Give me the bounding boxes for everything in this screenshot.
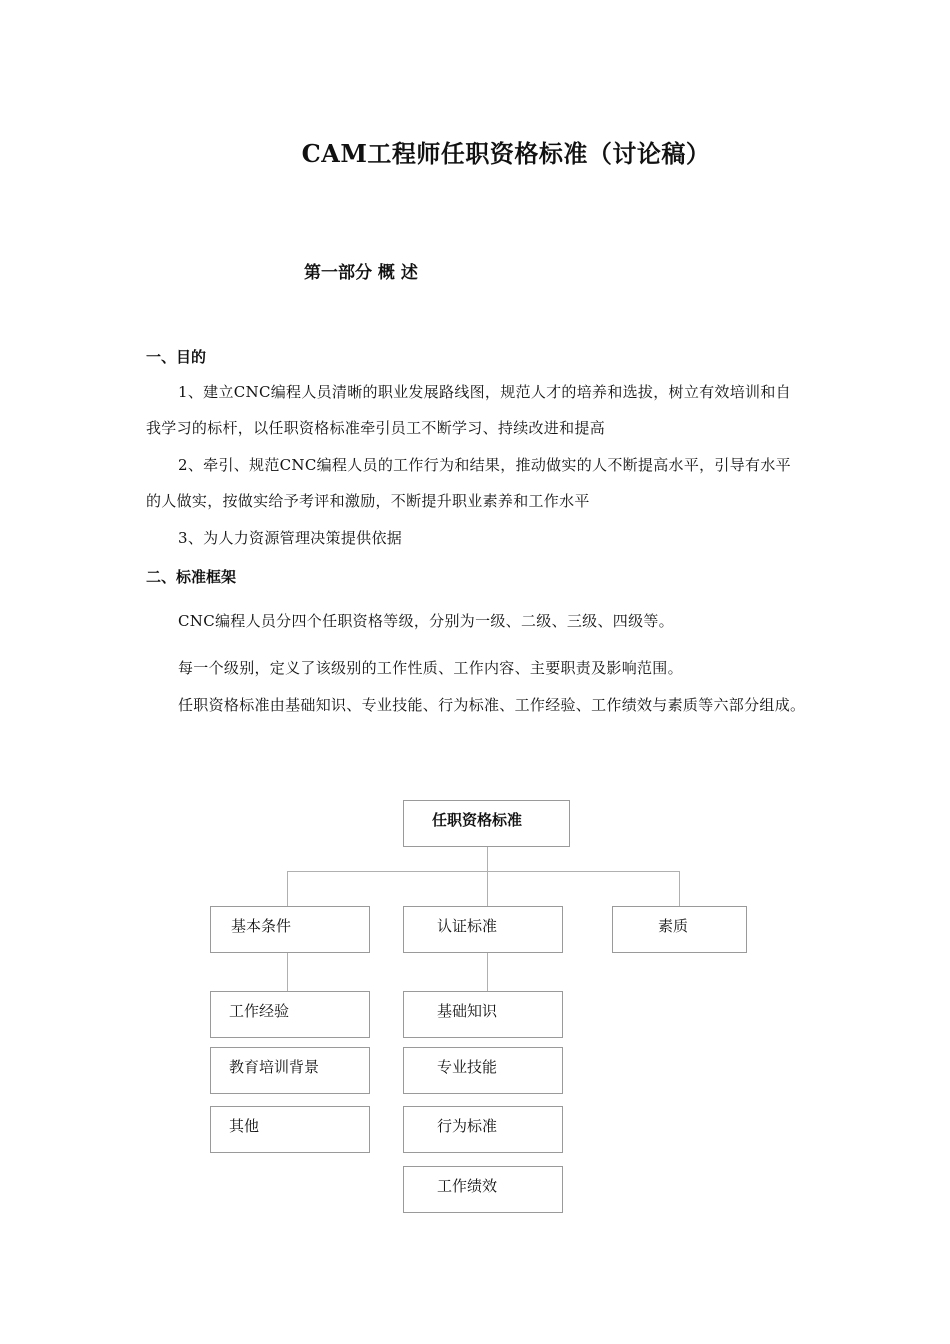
diagram-leaf-box xyxy=(403,1166,563,1213)
diagram-root-box xyxy=(403,800,570,847)
diagram-branch-cert xyxy=(403,906,563,953)
diagram-branch-label: 素质 xyxy=(658,917,689,935)
purpose-item-1: 1、建立CNC编程人员清晰的职业发展路线图，规范人才的培养和选拔，树立有效培训和自我学习的标杆，以任职资格标准牵引员工不断学习、持续改进和提高 xyxy=(146,383,791,437)
purpose-item-3: 3、为人力资源管理决策提供依据 xyxy=(178,529,403,547)
diagram-leaf-label: 工作绩效 xyxy=(437,1177,498,1195)
connector-line xyxy=(287,871,680,872)
diagram-leaf-label: 其他 xyxy=(229,1117,260,1135)
connector-line xyxy=(287,871,288,907)
diagram-root-label: 任职资格标准 xyxy=(432,811,523,829)
diagram-leaf-label: 专业技能 xyxy=(437,1058,498,1076)
page-title: CAM工程师任职资格标准（讨论稿） xyxy=(301,139,711,168)
diagram-leaf-box xyxy=(403,1047,563,1094)
diagram-leaf-label: 工作经验 xyxy=(229,1002,290,1020)
diagram-branch-label: 认证标准 xyxy=(437,917,498,935)
section-heading-framework: 二、标准框架 xyxy=(146,568,237,586)
purpose-item-2: 2、牵引、规范CNC编程人员的工作行为和结果，推动做实的人不断提高水平，引导有水平的人做实，按做实给予考评和激励，不断提升职业素养和工作水平 xyxy=(146,456,791,510)
diagram-leaf-label: 基础知识 xyxy=(437,1002,498,1020)
framework-para-2: 每一个级别，定义了该级别的工作性质、工作内容、主要职责及影响范围。 xyxy=(178,659,683,677)
connector-line xyxy=(487,953,488,992)
section-heading-purpose: 一、目的 xyxy=(146,348,207,366)
diagram-leaf-label: 教育培训背景 xyxy=(229,1058,320,1076)
framework-para-3: 任职资格标准由基础知识、专业技能、行为标准、工作经验、工作绩效与素质等六部分组成。 xyxy=(178,696,806,714)
diagram-leaf-box xyxy=(210,991,370,1038)
diagram-leaf-label: 行为标准 xyxy=(437,1117,498,1135)
connector-line xyxy=(487,871,488,907)
diagram-branch-basic xyxy=(210,906,370,953)
part-heading: 第一部分 概 述 xyxy=(304,263,418,283)
diagram-leaf-box xyxy=(403,1106,563,1153)
diagram-branch-quality xyxy=(612,906,747,953)
diagram-leaf-box xyxy=(403,991,563,1038)
diagram-leaf-box xyxy=(210,1106,370,1153)
connector-line xyxy=(679,871,680,907)
connector-line xyxy=(287,953,288,992)
connector-line xyxy=(487,847,488,871)
diagram-leaf-box xyxy=(210,1047,370,1094)
diagram-branch-label: 基本条件 xyxy=(231,917,292,935)
framework-para-1: CNC编程人员分四个任职资格等级，分别为一级、二级、三级、四级等。 xyxy=(178,612,674,630)
